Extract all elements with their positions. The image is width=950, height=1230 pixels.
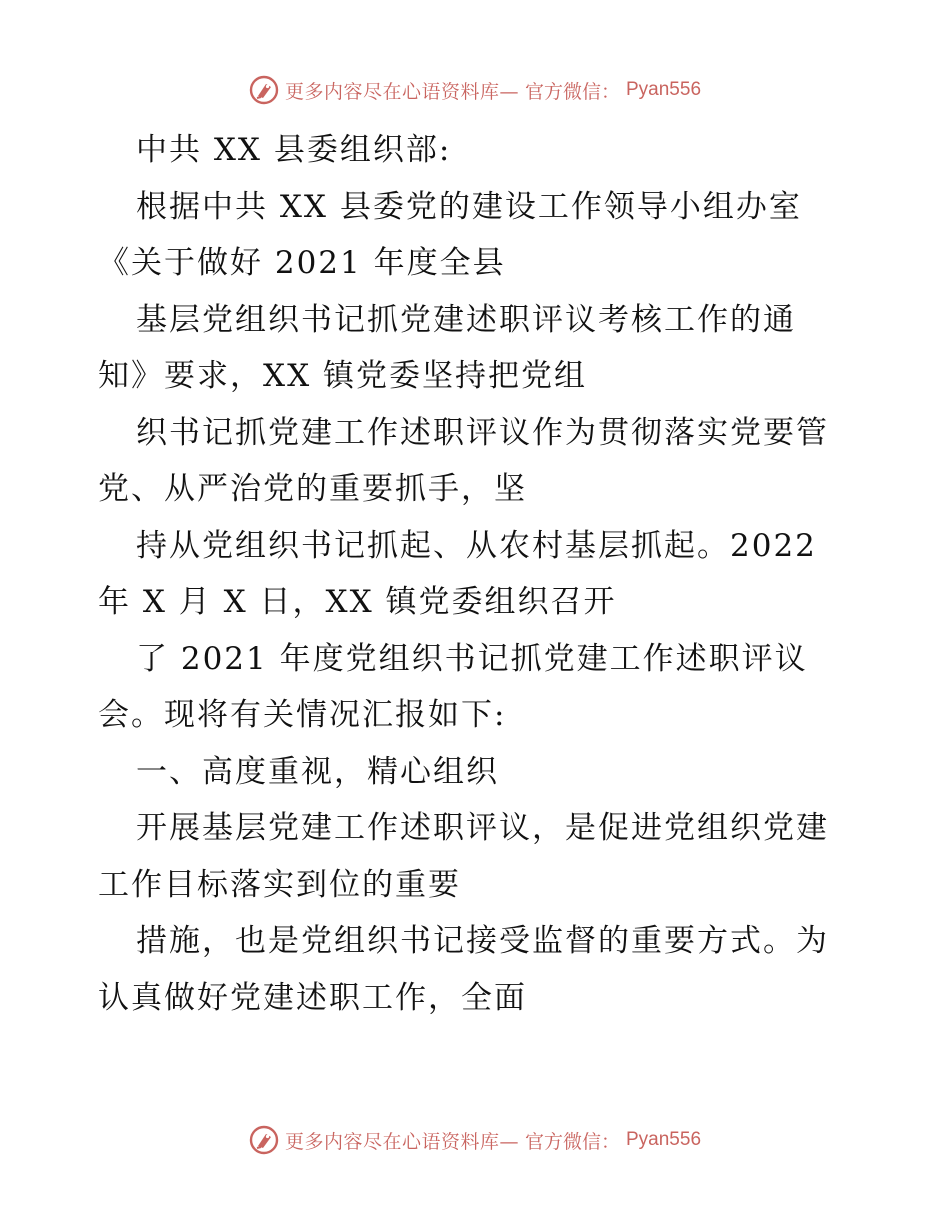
- footer-watermark-banner: [0, 1120, 950, 1160]
- section-heading: 一、高度重视，精心组织: [136, 753, 499, 790]
- banner-text: 更多内容尽在心语资料库—: [284, 1130, 519, 1153]
- body-line: 开展基层党建工作述职评议，是促进党组织党建: [136, 810, 829, 846]
- body-line: 会。现将有关情况汇报如下:: [98, 697, 507, 733]
- banner-wechat-label: 官方微信：: [524, 1130, 620, 1153]
- banner-wechat-label: 官方微信：: [524, 80, 620, 103]
- body-line: 了 2021 年度党组织书记抓党建工作述职评议: [136, 640, 808, 677]
- document-body: [98, 122, 858, 1026]
- pen-nib-logo-icon: [249, 1125, 279, 1155]
- body-line: 知》要求，XX 镇党委坚持把党组: [98, 358, 587, 394]
- body-line: 党、从严治党的重要抓手，坚: [98, 471, 527, 507]
- body-line: 年 X 月 X 日，XX 镇党委组织召开: [98, 584, 617, 620]
- banner-wechat-id: Pyan556: [626, 79, 702, 100]
- banner-wechat-id: Pyan556: [626, 1129, 702, 1150]
- body-line: 工作目标落实到位的重要: [98, 866, 461, 903]
- body-line: 基层党组织书记抓党建述职评议考核工作的通: [136, 301, 796, 338]
- body-line: 《关于做好 2021 年度全县: [98, 245, 506, 281]
- body-line: 根据中共 XX 县委党的建设工作领导小组办室: [136, 188, 802, 225]
- body-line: 措施，也是党组织书记接受监督的重要方式。为: [136, 923, 829, 959]
- banner-text: 更多内容尽在心语资料库—: [284, 80, 519, 103]
- pen-nib-logo-icon: [249, 75, 279, 105]
- body-line: 中共 XX 县委组织部:: [136, 132, 452, 168]
- body-line: 认真做好党建述职工作，全面: [98, 979, 527, 1016]
- body-line: 织书记抓党建工作述职评议作为贯彻落实党要管: [136, 414, 829, 451]
- header-watermark-banner: [0, 70, 950, 110]
- body-line: 持从党组织书记抓起、从农村基层抓起。2022: [136, 527, 817, 564]
